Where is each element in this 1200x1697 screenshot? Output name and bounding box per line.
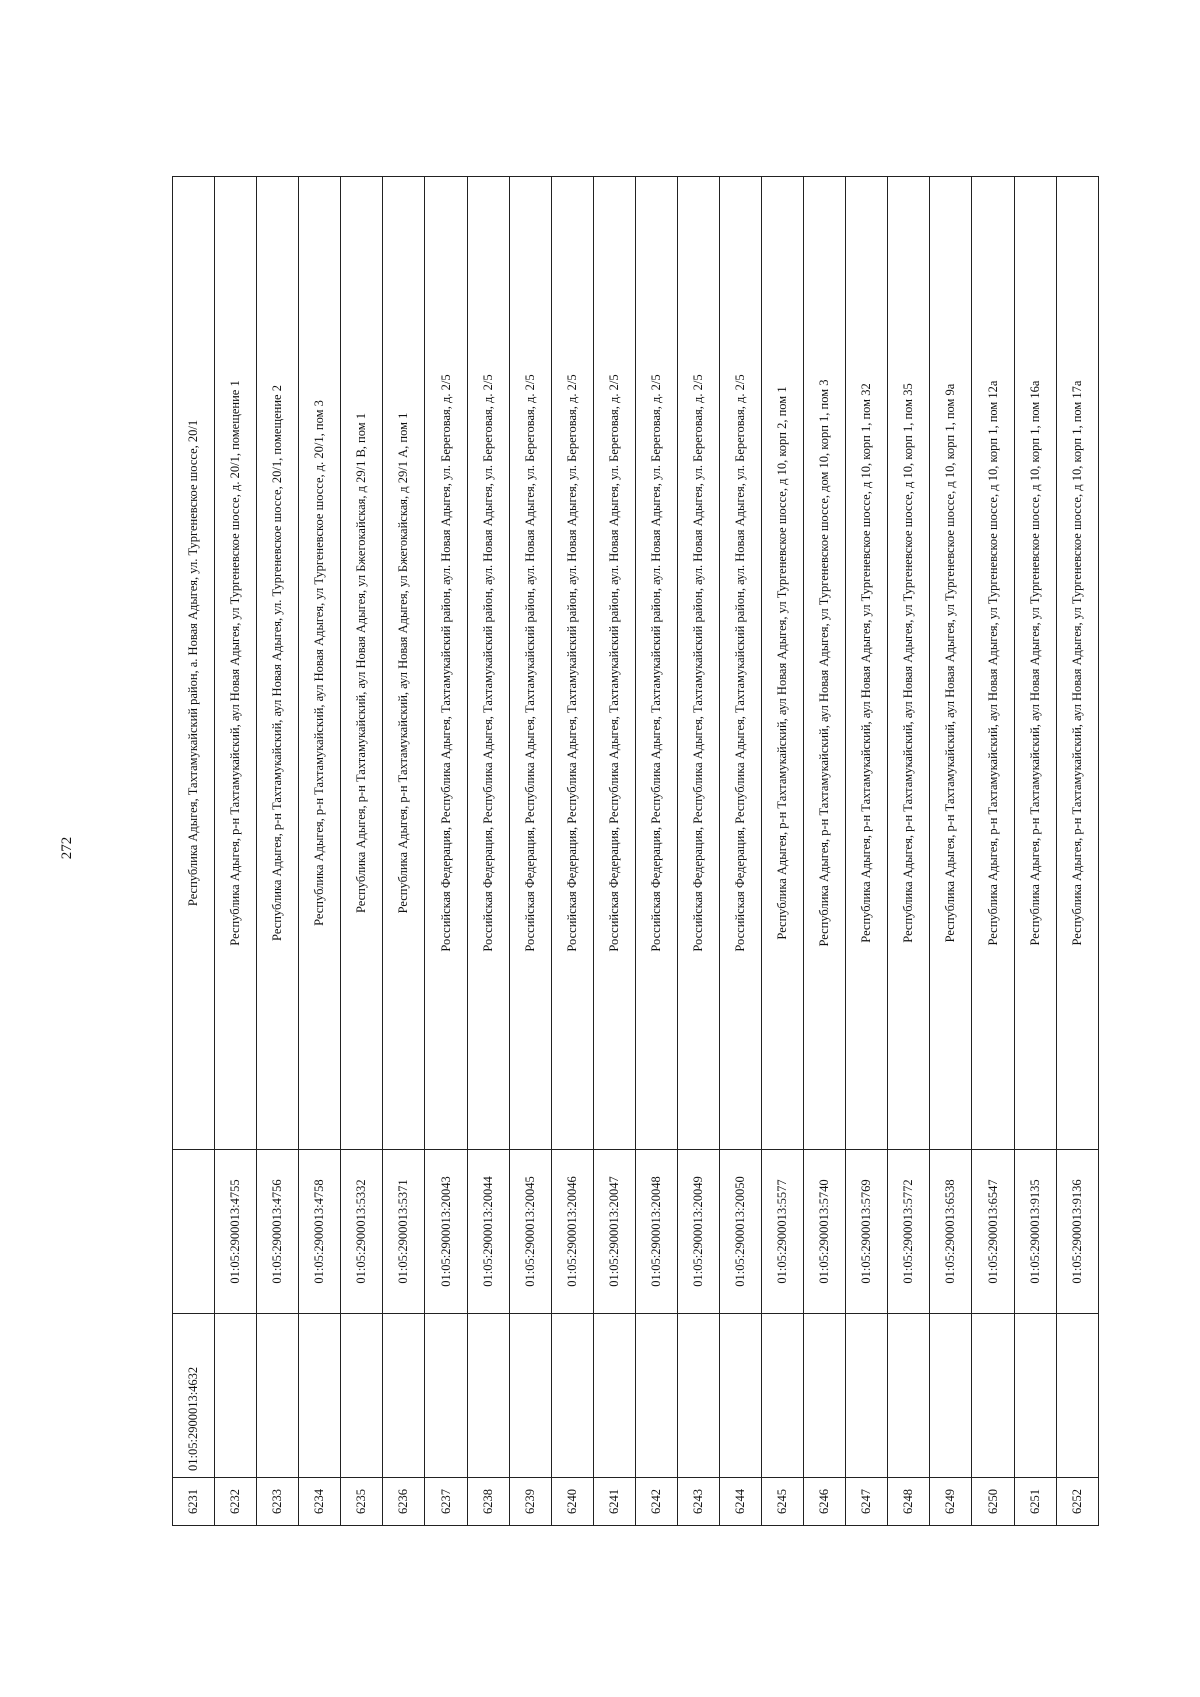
object-cadastral-number-cell: 01:05:2900013:5769 xyxy=(846,1150,888,1314)
address-cell: Российская Федерация, Республика Адыгея, Тахтамукайский район, аул. Новая Адыгея, ул. Береговая, д. 2/5 xyxy=(593,177,635,1150)
table-row xyxy=(1014,177,1056,1526)
parcel-cadastral-number-cell xyxy=(551,1314,593,1478)
table-row xyxy=(1056,177,1098,1526)
row-number-cell: 6248 xyxy=(888,1478,930,1526)
parcel-cadastral-number-cell xyxy=(635,1314,677,1478)
row-number-cell: 6235 xyxy=(341,1478,383,1526)
address-cell: Республика Адыгея, р-н Тахтамукайский, аул Новая Адыгея, ул Тургеневское шоссе, д 10, корп 1, пом 12а xyxy=(972,177,1014,1150)
address-cell: Республика Адыгея, р-н Тахтамукайский, аул Новая Адыгея, ул Тургеневское шоссе, дом 10, корп 1, пом 3 xyxy=(804,177,846,1150)
address-cell: Российская Федерация, Республика Адыгея, Тахтамукайский район, аул. Новая Адыгея, ул. Береговая, д. 2/5 xyxy=(425,177,467,1150)
object-cadastral-number-cell xyxy=(173,1150,215,1314)
parcel-cadastral-number-cell xyxy=(972,1314,1014,1478)
row-number-cell: 6251 xyxy=(1014,1478,1056,1526)
row-number-cell: 6244 xyxy=(720,1478,762,1526)
table-row xyxy=(888,177,930,1526)
parcel-cadastral-number-cell xyxy=(425,1314,467,1478)
parcel-cadastral-number-cell xyxy=(1056,1314,1098,1478)
parcel-cadastral-number-cell xyxy=(1014,1314,1056,1478)
row-number-cell: 6232 xyxy=(215,1478,257,1526)
object-cadastral-number-cell: 01:05:2900013:9136 xyxy=(1056,1150,1098,1314)
page-number: 272 xyxy=(59,836,75,860)
table-row xyxy=(804,177,846,1526)
address-cell: Республика Адыгея, р-н Тахтамукайский, аул Новая Адыгея, ул Тургеневское шоссе, д 10, корп 1, пом 16а xyxy=(1014,177,1056,1150)
object-cadastral-number-cell: 01:05:2900013:20047 xyxy=(593,1150,635,1314)
address-cell: Республика Адыгея, Тахтамукайский район, а. Новая Адыгея, ул. Тургеневское шоссе, 20/1 xyxy=(173,177,215,1150)
address-cell: Республика Адыгея, р-н Тахтамукайский, аул Новая Адыгея, ул Тургеневское шоссе, д. 20/1, помещение 1 xyxy=(215,177,257,1150)
row-number-cell: 6247 xyxy=(846,1478,888,1526)
table-row xyxy=(677,177,719,1526)
object-cadastral-number-cell: 01:05:2900013:5332 xyxy=(341,1150,383,1314)
parcel-cadastral-number-cell xyxy=(677,1314,719,1478)
address-cell: Республика Адыгея, р-н Тахтамукайский, аул Новая Адыгея, ул Тургеневское шоссе, д 10, корп 1, пом 35 xyxy=(888,177,930,1150)
object-cadastral-number-cell: 01:05:2900013:4756 xyxy=(257,1150,299,1314)
parcel-cadastral-number-cell xyxy=(804,1314,846,1478)
address-cell: Российская Федерация, Республика Адыгея, Тахтамукайский район, аул. Новая Адыгея, ул. Береговая, д. 2/5 xyxy=(720,177,762,1150)
address-cell: Российская Федерация, Республика Адыгея, Тахтамукайский район, аул. Новая Адыгея, ул. Береговая, д. 2/5 xyxy=(551,177,593,1150)
table-row xyxy=(341,177,383,1526)
parcel-cadastral-number-cell xyxy=(257,1314,299,1478)
table-row xyxy=(215,177,257,1526)
object-cadastral-number-cell: 01:05:2900013:20046 xyxy=(551,1150,593,1314)
row-number-cell: 6245 xyxy=(762,1478,804,1526)
registry-table-container xyxy=(172,177,1099,1526)
registry-table xyxy=(172,176,1099,1526)
address-cell: Российская Федерация, Республика Адыгея, Тахтамукайский район, аул. Новая Адыгея, ул. Береговая, д. 2/5 xyxy=(467,177,509,1150)
object-cadastral-number-cell: 01:05:2900013:6547 xyxy=(972,1150,1014,1314)
table-row xyxy=(930,177,972,1526)
table-row xyxy=(846,177,888,1526)
row-number-cell: 6233 xyxy=(257,1478,299,1526)
table-row xyxy=(762,177,804,1526)
row-number-cell: 6249 xyxy=(930,1478,972,1526)
parcel-cadastral-number-cell xyxy=(846,1314,888,1478)
parcel-cadastral-number-cell xyxy=(467,1314,509,1478)
row-number-cell: 6241 xyxy=(593,1478,635,1526)
row-number-cell: 6240 xyxy=(551,1478,593,1526)
parcel-cadastral-number-cell xyxy=(299,1314,341,1478)
row-number-cell: 6243 xyxy=(677,1478,719,1526)
row-number-cell: 6239 xyxy=(509,1478,551,1526)
object-cadastral-number-cell: 01:05:2900013:4755 xyxy=(215,1150,257,1314)
object-cadastral-number-cell: 01:05:2900013:20045 xyxy=(509,1150,551,1314)
row-number-cell: 6231 xyxy=(173,1478,215,1526)
parcel-cadastral-number-cell xyxy=(509,1314,551,1478)
address-cell: Республика Адыгея, р-н Тахтамукайский, аул Новая Адыгея, ул. Тургеневское шоссе, 20/1, помещение 2 xyxy=(257,177,299,1150)
address-cell: Республика Адыгея, р-н Тахтамукайский, аул Новая Адыгея, ул Тургеневское шоссе, д 10, корп 1, пом 17а xyxy=(1056,177,1098,1150)
table-row xyxy=(467,177,509,1526)
object-cadastral-number-cell: 01:05:2900013:5371 xyxy=(383,1150,425,1314)
object-cadastral-number-cell: 01:05:2900013:9135 xyxy=(1014,1150,1056,1314)
table-row xyxy=(173,177,215,1526)
parcel-cadastral-number-cell xyxy=(593,1314,635,1478)
table-row xyxy=(635,177,677,1526)
parcel-cadastral-number-cell xyxy=(720,1314,762,1478)
parcel-cadastral-number-cell xyxy=(888,1314,930,1478)
object-cadastral-number-cell: 01:05:2900013:4758 xyxy=(299,1150,341,1314)
row-number-cell: 6246 xyxy=(804,1478,846,1526)
table-row xyxy=(551,177,593,1526)
address-cell: Российская Федерация, Республика Адыгея, Тахтамукайский район, аул. Новая Адыгея, ул. Береговая, д. 2/5 xyxy=(677,177,719,1150)
table-row xyxy=(425,177,467,1526)
parcel-cadastral-number-cell xyxy=(762,1314,804,1478)
parcel-cadastral-number-cell: 01:05:2900013:4632 xyxy=(173,1314,215,1478)
object-cadastral-number-cell: 01:05:2900013:20048 xyxy=(635,1150,677,1314)
object-cadastral-number-cell: 01:05:2900013:5740 xyxy=(804,1150,846,1314)
table-row xyxy=(593,177,635,1526)
parcel-cadastral-number-cell xyxy=(341,1314,383,1478)
registry-table-body xyxy=(173,177,1099,1526)
object-cadastral-number-cell: 01:05:2900013:20043 xyxy=(425,1150,467,1314)
table-row xyxy=(720,177,762,1526)
row-number-cell: 6236 xyxy=(383,1478,425,1526)
address-cell: Российская Федерация, Республика Адыгея, Тахтамукайский район, аул. Новая Адыгея, ул. Береговая, д. 2/5 xyxy=(509,177,551,1150)
row-number-cell: 6250 xyxy=(972,1478,1014,1526)
object-cadastral-number-cell: 01:05:2900013:5772 xyxy=(888,1150,930,1314)
address-cell: Республика Адыгея, р-н Тахтамукайский, аул Новая Адыгея, ул Бжегокайская, д 29/1 В, пом 1 xyxy=(341,177,383,1150)
address-cell: Российская Федерация, Республика Адыгея, Тахтамукайский район, аул. Новая Адыгея, ул. Береговая, д. 2/5 xyxy=(635,177,677,1150)
object-cadastral-number-cell: 01:05:2900013:5577 xyxy=(762,1150,804,1314)
row-number-cell: 6238 xyxy=(467,1478,509,1526)
object-cadastral-number-cell: 01:05:2900013:20050 xyxy=(720,1150,762,1314)
parcel-cadastral-number-cell xyxy=(930,1314,972,1478)
parcel-cadastral-number-cell xyxy=(215,1314,257,1478)
address-cell: Республика Адыгея, р-н Тахтамукайский, аул Новая Адыгея, ул Тургеневское шоссе, д. 20/1, пом 3 xyxy=(299,177,341,1150)
table-row xyxy=(257,177,299,1526)
address-cell: Республика Адыгея, р-н Тахтамукайский, аул Новая Адыгея, ул Тургеневское шоссе, д 10, корп 2, пом 1 xyxy=(762,177,804,1150)
parcel-cadastral-number-cell xyxy=(383,1314,425,1478)
table-row xyxy=(299,177,341,1526)
table-row xyxy=(972,177,1014,1526)
table-row xyxy=(509,177,551,1526)
object-cadastral-number-cell: 01:05:2900013:20044 xyxy=(467,1150,509,1314)
object-cadastral-number-cell: 01:05:2900013:6538 xyxy=(930,1150,972,1314)
row-number-cell: 6252 xyxy=(1056,1478,1098,1526)
row-number-cell: 6234 xyxy=(299,1478,341,1526)
object-cadastral-number-cell: 01:05:2900013:20049 xyxy=(677,1150,719,1314)
address-cell: Республика Адыгея, р-н Тахтамукайский, аул Новая Адыгея, ул Тургеневское шоссе, д 10, корп 1, пом 32 xyxy=(846,177,888,1150)
table-row xyxy=(383,177,425,1526)
row-number-cell: 6242 xyxy=(635,1478,677,1526)
row-number-cell: 6237 xyxy=(425,1478,467,1526)
address-cell: Республика Адыгея, р-н Тахтамукайский, аул Новая Адыгея, ул Тургеневское шоссе, д 10, корп 1, пом 9а xyxy=(930,177,972,1150)
address-cell: Республика Адыгея, р-н Тахтамукайский, аул Новая Адыгея, ул Бжегокайская, д 29/1 А, пом 1 xyxy=(383,177,425,1150)
